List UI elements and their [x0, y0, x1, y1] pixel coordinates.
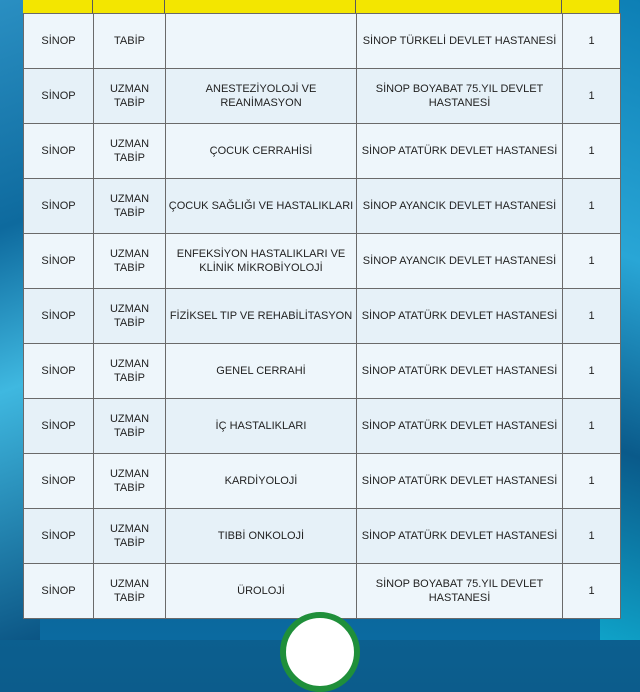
cell-title: UZMAN TABİP	[94, 509, 166, 564]
cell-city: SİNOP	[24, 509, 94, 564]
cell-branch: ÇOCUK SAĞLIĞI VE HASTALIKLARI	[166, 179, 357, 234]
cell-count: 1	[563, 454, 621, 509]
cell-city: SİNOP	[24, 179, 94, 234]
cell-city: SİNOP	[24, 289, 94, 344]
table-row	[24, 124, 621, 179]
table-row	[24, 564, 621, 619]
cell-count: 1	[563, 14, 621, 69]
table-row	[24, 289, 621, 344]
cell-branch: ÜROLOJİ	[166, 564, 357, 619]
cell-title: UZMAN TABİP	[94, 344, 166, 399]
cell-hospital: SİNOP ATATÜRK DEVLET HASTANESİ	[357, 124, 563, 179]
table-row	[24, 14, 621, 69]
cell-hospital: SİNOP BOYABAT 75.YIL DEVLET HASTANESİ	[357, 69, 563, 124]
table-row	[24, 454, 621, 509]
cell-hospital: SİNOP TÜRKELİ DEVLET HASTANESİ	[357, 14, 563, 69]
header-cell-count	[562, 0, 620, 13]
cell-branch: ANESTEZİYOLOJİ VE REANİMASYON	[166, 69, 357, 124]
table-header-row	[23, 0, 620, 13]
table-row	[24, 234, 621, 289]
cell-city: SİNOP	[24, 14, 94, 69]
cell-title: UZMAN TABİP	[94, 69, 166, 124]
cell-count: 1	[563, 509, 621, 564]
cell-hospital: SİNOP ATATÜRK DEVLET HASTANESİ	[357, 289, 563, 344]
cell-count: 1	[563, 69, 621, 124]
cell-count: 1	[563, 124, 621, 179]
cell-count: 1	[563, 179, 621, 234]
cell-title: UZMAN TABİP	[94, 564, 166, 619]
cell-count: 1	[563, 234, 621, 289]
table-row	[24, 344, 621, 399]
cell-branch: ÇOCUK CERRAHİSİ	[166, 124, 357, 179]
cell-title: UZMAN TABİP	[94, 234, 166, 289]
cell-city: SİNOP	[24, 124, 94, 179]
cell-hospital: SİNOP BOYABAT 75.YIL DEVLET HASTANESİ	[357, 564, 563, 619]
table-row	[24, 179, 621, 234]
cell-branch: ENFEKSİYON HASTALIKLARI VE KLİNİK MİKROBİYOLOJİ	[166, 234, 357, 289]
cell-count: 1	[563, 289, 621, 344]
table-row	[24, 69, 621, 124]
cell-hospital: SİNOP AYANCIK DEVLET HASTANESİ	[357, 179, 563, 234]
cell-hospital: SİNOP ATATÜRK DEVLET HASTANESİ	[357, 454, 563, 509]
cell-branch: FİZİKSEL TIP VE REHABİLİTASYON	[166, 289, 357, 344]
table-row	[24, 399, 621, 454]
cell-branch: TIBBİ ONKOLOJİ	[166, 509, 357, 564]
cell-count: 1	[563, 344, 621, 399]
cell-title: UZMAN TABİP	[94, 179, 166, 234]
staff-table-container	[23, 0, 620, 620]
cell-branch: KARDİYOLOJİ	[166, 454, 357, 509]
header-cell-city	[23, 0, 93, 13]
cell-hospital: SİNOP ATATÜRK DEVLET HASTANESİ	[357, 509, 563, 564]
cell-title: UZMAN TABİP	[94, 124, 166, 179]
cell-city: SİNOP	[24, 454, 94, 509]
header-cell-title	[93, 0, 165, 13]
cell-title: UZMAN TABİP	[94, 454, 166, 509]
cell-branch: GENEL CERRAHİ	[166, 344, 357, 399]
ministry-logo-icon	[280, 612, 360, 692]
cell-branch	[166, 14, 357, 69]
staff-table	[23, 13, 621, 619]
cell-hospital: SİNOP ATATÜRK DEVLET HASTANESİ	[357, 344, 563, 399]
cell-city: SİNOP	[24, 399, 94, 454]
cell-hospital: SİNOP AYANCIK DEVLET HASTANESİ	[357, 234, 563, 289]
cell-count: 1	[563, 399, 621, 454]
header-cell-branch	[165, 0, 356, 13]
cell-title: UZMAN TABİP	[94, 289, 166, 344]
cell-hospital: SİNOP ATATÜRK DEVLET HASTANESİ	[357, 399, 563, 454]
cell-city: SİNOP	[24, 344, 94, 399]
cell-city: SİNOP	[24, 564, 94, 619]
cell-city: SİNOP	[24, 234, 94, 289]
header-cell-hospital	[356, 0, 562, 13]
cell-count: 1	[563, 564, 621, 619]
cell-title: UZMAN TABİP	[94, 399, 166, 454]
table-row	[24, 509, 621, 564]
cell-branch: İÇ HASTALIKLARI	[166, 399, 357, 454]
cell-title: TABİP	[94, 14, 166, 69]
cell-city: SİNOP	[24, 69, 94, 124]
